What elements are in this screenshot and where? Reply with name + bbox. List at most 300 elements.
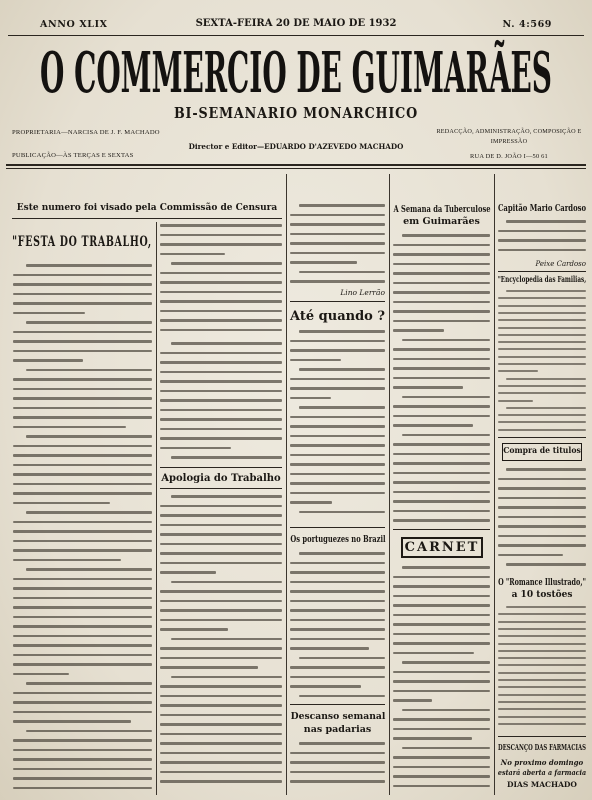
text-line bbox=[498, 239, 586, 242]
text-line bbox=[13, 502, 110, 505]
text-line bbox=[498, 478, 586, 481]
text-line bbox=[498, 650, 586, 652]
text-line bbox=[299, 657, 385, 660]
text-line bbox=[160, 666, 258, 669]
section-rule bbox=[290, 527, 385, 528]
text-line bbox=[290, 340, 385, 343]
farmacias-headline: DESCANÇO DAS FARMACIAS bbox=[498, 742, 586, 752]
text-line bbox=[393, 491, 490, 494]
text-line bbox=[13, 635, 152, 638]
text-line bbox=[393, 272, 490, 275]
text-line bbox=[160, 310, 282, 313]
text-line bbox=[160, 409, 282, 412]
text-line bbox=[290, 600, 385, 603]
text-line bbox=[13, 483, 152, 486]
text-line bbox=[13, 416, 152, 419]
text-line bbox=[498, 400, 533, 402]
text-line bbox=[13, 397, 152, 400]
censorship-rule bbox=[12, 218, 282, 219]
text-line bbox=[13, 283, 152, 286]
text-line bbox=[393, 775, 490, 778]
censorship-notice: Este numero foi visado pela Commissão de Censura bbox=[16, 203, 278, 213]
text-line bbox=[290, 685, 361, 688]
padarias-body bbox=[290, 742, 385, 792]
text-line bbox=[299, 271, 385, 274]
text-line bbox=[13, 521, 152, 524]
text-line bbox=[402, 747, 490, 750]
text-line bbox=[393, 310, 490, 313]
text-line bbox=[498, 679, 586, 681]
text-line bbox=[13, 473, 152, 476]
section-rule bbox=[498, 736, 586, 737]
text-line bbox=[506, 563, 586, 566]
text-line bbox=[13, 711, 152, 714]
text-line bbox=[498, 230, 586, 233]
text-line bbox=[26, 511, 152, 514]
text-line bbox=[498, 392, 586, 394]
festa-body-continued bbox=[160, 342, 282, 462]
text-line bbox=[506, 220, 586, 223]
text-line bbox=[290, 473, 385, 476]
text-line bbox=[160, 224, 282, 227]
text-line bbox=[506, 378, 586, 380]
text-line bbox=[393, 348, 490, 351]
ate-quando-headline-wrap bbox=[290, 309, 385, 325]
text-line bbox=[171, 638, 282, 641]
text-line bbox=[290, 482, 385, 485]
text-line bbox=[290, 233, 385, 236]
director-line: Director e Editor—EDUARDO D'AZEVEDO MACHADO bbox=[188, 142, 404, 151]
text-line bbox=[393, 614, 490, 617]
text-line bbox=[13, 578, 152, 581]
text-line bbox=[393, 291, 490, 294]
text-line bbox=[393, 680, 490, 683]
office-line: REDACÇÃO, ADMINISTRAÇÃO, COMPOSIÇÃO E IMPRESSÃO bbox=[436, 128, 582, 145]
farmacias-line1-wrap bbox=[498, 759, 586, 768]
text-line bbox=[290, 444, 385, 447]
apologia-rule-top bbox=[160, 467, 282, 468]
text-line bbox=[13, 644, 152, 647]
text-line bbox=[13, 587, 152, 590]
apologia-rule-bottom bbox=[160, 488, 282, 489]
text-line bbox=[498, 297, 586, 299]
column-rule bbox=[156, 222, 157, 795]
text-line bbox=[290, 638, 385, 641]
text-line bbox=[13, 663, 152, 666]
section-rule bbox=[498, 437, 586, 438]
text-line bbox=[498, 686, 586, 688]
volume-label: ANNO XLIX bbox=[40, 19, 108, 30]
carnet-headline: CARNET bbox=[404, 540, 480, 555]
text-line bbox=[13, 540, 152, 543]
text-line bbox=[171, 495, 282, 498]
text-line bbox=[26, 435, 152, 438]
text-line bbox=[160, 685, 282, 688]
text-line bbox=[160, 543, 282, 546]
text-line bbox=[498, 414, 586, 416]
text-line bbox=[393, 519, 490, 522]
encyclopedia-headline: "Encyclopedia das Familias, bbox=[497, 275, 587, 285]
text-line bbox=[13, 293, 152, 296]
titulos-box bbox=[502, 443, 582, 461]
brazil-headline: Os portuguezes no Brazil bbox=[289, 534, 386, 545]
text-line bbox=[160, 418, 282, 421]
text-line bbox=[299, 511, 385, 514]
text-line bbox=[393, 329, 444, 332]
issue-number: N. 4:569 bbox=[502, 19, 552, 30]
text-line bbox=[160, 524, 282, 527]
text-line bbox=[393, 623, 490, 626]
text-line bbox=[160, 733, 282, 736]
text-line bbox=[498, 506, 586, 509]
text-line bbox=[290, 387, 385, 390]
text-line bbox=[506, 290, 586, 292]
text-line bbox=[13, 692, 152, 695]
text-line bbox=[402, 396, 490, 399]
text-line bbox=[506, 407, 586, 409]
text-line bbox=[393, 756, 490, 759]
text-line bbox=[160, 704, 282, 707]
text-line bbox=[160, 723, 282, 726]
text-line bbox=[393, 481, 490, 484]
text-line bbox=[393, 443, 490, 446]
brazil-body bbox=[290, 552, 385, 698]
festa-headline-wrap bbox=[12, 234, 152, 252]
romance-headline-1-wrap bbox=[498, 578, 586, 589]
text-line bbox=[13, 777, 152, 780]
tuberculose-headline-line2: em Guimarães bbox=[403, 216, 480, 227]
text-line bbox=[498, 544, 586, 547]
newspaper-title: O COMMERCIO DE GUIMARÃES bbox=[40, 40, 552, 106]
text-line bbox=[160, 552, 282, 555]
romance-body bbox=[498, 606, 586, 730]
text-line bbox=[498, 341, 586, 343]
text-line bbox=[393, 320, 490, 323]
text-line bbox=[393, 263, 490, 266]
encyclopedia-headline-wrap bbox=[498, 275, 586, 286]
text-line bbox=[393, 244, 490, 247]
text-line bbox=[160, 619, 282, 622]
text-line bbox=[160, 562, 282, 565]
text-line bbox=[13, 606, 152, 609]
text-line bbox=[290, 780, 385, 783]
text-line bbox=[160, 371, 282, 374]
section-rule bbox=[290, 704, 385, 705]
text-line bbox=[13, 597, 152, 600]
newspaper-subtitle: BI-SEMANARIO MONARCHICO bbox=[173, 104, 419, 122]
carnet-body bbox=[393, 566, 490, 792]
text-line bbox=[171, 676, 282, 679]
text-line bbox=[290, 425, 385, 428]
text-line bbox=[160, 329, 282, 332]
text-line bbox=[299, 742, 385, 745]
text-line bbox=[290, 492, 385, 495]
brazil-headline-wrap bbox=[290, 534, 385, 546]
text-line bbox=[290, 214, 385, 217]
masthead-top-rule bbox=[8, 35, 584, 36]
section-rule bbox=[498, 271, 586, 272]
capitao-headline-wrap bbox=[498, 204, 586, 215]
text-line bbox=[13, 388, 152, 391]
text-line bbox=[393, 766, 490, 769]
text-line bbox=[160, 657, 282, 660]
masthead-rule-thick bbox=[6, 164, 586, 166]
text-line bbox=[498, 672, 586, 674]
text-line bbox=[13, 625, 152, 628]
signature-lino: Lino Lerrão bbox=[340, 288, 385, 297]
text-line bbox=[160, 533, 282, 536]
text-line bbox=[498, 327, 586, 329]
text-line bbox=[393, 377, 490, 380]
text-line bbox=[402, 234, 490, 237]
text-line bbox=[498, 363, 586, 365]
text-line bbox=[393, 718, 490, 721]
text-line bbox=[160, 447, 231, 450]
text-line bbox=[13, 701, 152, 704]
encyclopedia-body bbox=[498, 290, 586, 432]
text-line bbox=[160, 428, 282, 431]
text-line bbox=[290, 261, 357, 264]
text-line bbox=[402, 709, 490, 712]
text-line bbox=[498, 429, 586, 431]
text-line bbox=[13, 359, 83, 362]
farmacias-pharmacy-wrap bbox=[498, 780, 586, 789]
tuberculose-body bbox=[393, 234, 490, 522]
text-line bbox=[498, 635, 586, 637]
text-line bbox=[498, 249, 586, 252]
text-line bbox=[498, 348, 586, 350]
text-line bbox=[160, 281, 282, 284]
text-line bbox=[290, 628, 385, 631]
text-line bbox=[160, 714, 282, 717]
text-line bbox=[290, 454, 385, 457]
tuberculose-headline-2-wrap bbox=[393, 216, 490, 228]
owner-line: PROPRIETARIA—NARCISA DE J. F. MACHADO bbox=[12, 129, 160, 136]
text-line bbox=[13, 654, 152, 657]
text-line bbox=[498, 334, 586, 336]
text-line bbox=[393, 785, 490, 788]
festa-body-continued bbox=[160, 224, 282, 336]
ate-quando-body bbox=[290, 330, 385, 520]
text-line bbox=[160, 243, 282, 246]
text-line bbox=[290, 242, 385, 245]
text-line bbox=[498, 694, 586, 696]
text-line bbox=[160, 695, 282, 698]
text-line bbox=[393, 642, 490, 645]
text-line bbox=[290, 590, 385, 593]
text-line bbox=[160, 399, 282, 402]
text-line bbox=[171, 581, 282, 584]
text-line bbox=[13, 378, 152, 381]
text-line bbox=[393, 405, 490, 408]
text-line bbox=[160, 319, 282, 322]
text-line bbox=[498, 487, 586, 490]
text-line bbox=[393, 671, 490, 674]
text-line bbox=[393, 737, 472, 740]
text-line bbox=[160, 761, 282, 764]
text-line bbox=[290, 609, 385, 612]
text-line bbox=[160, 514, 282, 517]
text-line bbox=[498, 525, 586, 528]
text-line bbox=[160, 272, 282, 275]
text-line bbox=[13, 720, 131, 723]
text-line bbox=[290, 501, 332, 504]
text-line bbox=[171, 342, 282, 345]
section-rule bbox=[290, 301, 385, 302]
apologia-headline-wrap bbox=[160, 473, 282, 486]
text-line bbox=[290, 647, 369, 650]
titulos-body bbox=[498, 468, 586, 572]
text-line bbox=[402, 434, 490, 437]
text-line bbox=[13, 454, 152, 457]
text-line bbox=[290, 378, 385, 381]
titulos-headline: Compra de titulos bbox=[503, 446, 581, 456]
text-line bbox=[13, 312, 85, 315]
text-line bbox=[160, 300, 282, 303]
text-line bbox=[290, 349, 385, 352]
text-line bbox=[402, 339, 490, 342]
text-line bbox=[13, 758, 152, 761]
tuberculose-headline-1-wrap bbox=[393, 204, 490, 216]
text-line bbox=[498, 370, 538, 372]
text-line bbox=[299, 330, 385, 333]
text-line bbox=[160, 609, 282, 612]
text-line bbox=[13, 464, 152, 467]
text-line bbox=[299, 695, 385, 698]
column-rule bbox=[286, 174, 287, 795]
issue-date-text: SEXTA-FEIRA 20 DE MAIO DE 1932 bbox=[195, 18, 397, 29]
text-line bbox=[13, 492, 152, 495]
text-line bbox=[299, 368, 385, 371]
text-line bbox=[13, 274, 152, 277]
text-line bbox=[13, 445, 152, 448]
text-line bbox=[498, 657, 586, 659]
text-line bbox=[393, 728, 490, 731]
censorship-notice-wrap bbox=[12, 203, 282, 214]
text-line bbox=[160, 628, 228, 631]
text-line bbox=[402, 566, 490, 569]
text-line bbox=[506, 606, 586, 608]
text-line bbox=[26, 730, 152, 733]
text-line bbox=[299, 204, 385, 207]
text-line bbox=[160, 390, 282, 393]
text-line bbox=[393, 367, 490, 370]
text-line bbox=[160, 571, 216, 574]
tuberculose-headline-line1: A Semana da Tuberculose bbox=[392, 204, 491, 215]
director-line-wrap bbox=[166, 143, 426, 152]
text-line bbox=[393, 358, 490, 361]
column-rule bbox=[494, 174, 495, 795]
text-line bbox=[13, 530, 152, 533]
text-line bbox=[393, 576, 490, 579]
text-line bbox=[393, 462, 490, 465]
text-line bbox=[290, 435, 385, 438]
farmacias-headline-wrap bbox=[498, 743, 586, 753]
text-line bbox=[290, 676, 385, 679]
text-line bbox=[290, 581, 385, 584]
farmacias-line2: estará aberta a farmacia bbox=[497, 768, 587, 777]
text-line bbox=[290, 416, 385, 419]
text-line bbox=[160, 352, 282, 355]
text-line bbox=[171, 262, 282, 265]
text-line bbox=[160, 780, 282, 783]
text-line bbox=[26, 682, 152, 685]
text-line bbox=[498, 497, 586, 500]
masthead-rule-thin bbox=[6, 168, 586, 169]
text-line bbox=[160, 647, 282, 650]
text-line bbox=[290, 562, 385, 565]
text-line bbox=[160, 437, 282, 440]
text-line bbox=[498, 708, 586, 710]
text-line bbox=[160, 361, 282, 364]
text-line bbox=[290, 359, 341, 362]
text-line bbox=[290, 463, 385, 466]
text-line bbox=[290, 619, 385, 622]
section-rule bbox=[393, 529, 490, 530]
text-line bbox=[498, 305, 586, 307]
farmacias-pharmacy-name: DIAS MACHADO bbox=[507, 780, 577, 789]
text-line bbox=[498, 421, 586, 423]
text-line bbox=[26, 321, 152, 324]
text-line bbox=[13, 749, 152, 752]
text-line bbox=[13, 331, 152, 334]
text-line bbox=[290, 666, 385, 669]
text-line bbox=[160, 234, 282, 237]
text-line bbox=[498, 535, 586, 538]
capitao-body bbox=[498, 220, 586, 258]
text-line bbox=[160, 590, 282, 593]
text-line bbox=[393, 585, 490, 588]
padarias-headline-1-wrap bbox=[290, 711, 385, 723]
text-line bbox=[160, 771, 282, 774]
festa-headline: "FESTA DO TRABALHO, bbox=[12, 234, 152, 250]
text-line bbox=[506, 468, 586, 471]
text-line bbox=[498, 312, 586, 314]
padarias-headline-line2: nas padarias bbox=[303, 724, 372, 735]
text-line bbox=[13, 787, 152, 790]
text-line bbox=[402, 661, 490, 664]
text-line bbox=[393, 424, 473, 427]
carnet-box bbox=[401, 537, 483, 558]
text-line bbox=[160, 742, 282, 745]
text-line bbox=[13, 549, 152, 552]
text-line bbox=[299, 406, 385, 409]
text-line bbox=[13, 407, 152, 410]
text-line bbox=[393, 510, 490, 513]
text-line bbox=[498, 613, 586, 615]
text-line bbox=[498, 701, 586, 703]
subtitle-wrap bbox=[174, 104, 418, 123]
text-line bbox=[26, 568, 152, 571]
text-line bbox=[498, 356, 586, 358]
text-line bbox=[13, 426, 126, 429]
text-line bbox=[393, 699, 432, 702]
publication-line: PUBLICAÇÃO—ÀS TERÇAS E SEXTAS bbox=[12, 152, 134, 159]
text-line bbox=[393, 282, 490, 285]
text-line bbox=[13, 739, 152, 742]
text-line bbox=[160, 291, 282, 294]
text-line bbox=[160, 253, 225, 256]
newspaper-title-wrap bbox=[40, 40, 552, 106]
text-line bbox=[290, 771, 385, 774]
text-line bbox=[498, 621, 586, 623]
text-line bbox=[393, 415, 490, 418]
address-line: RUA DE D. JOÃO I—50 61 bbox=[470, 153, 548, 160]
farmacias-line2-wrap bbox=[498, 769, 586, 778]
text-line bbox=[160, 380, 282, 383]
apologia-body bbox=[160, 495, 282, 792]
poem-body bbox=[290, 204, 385, 284]
